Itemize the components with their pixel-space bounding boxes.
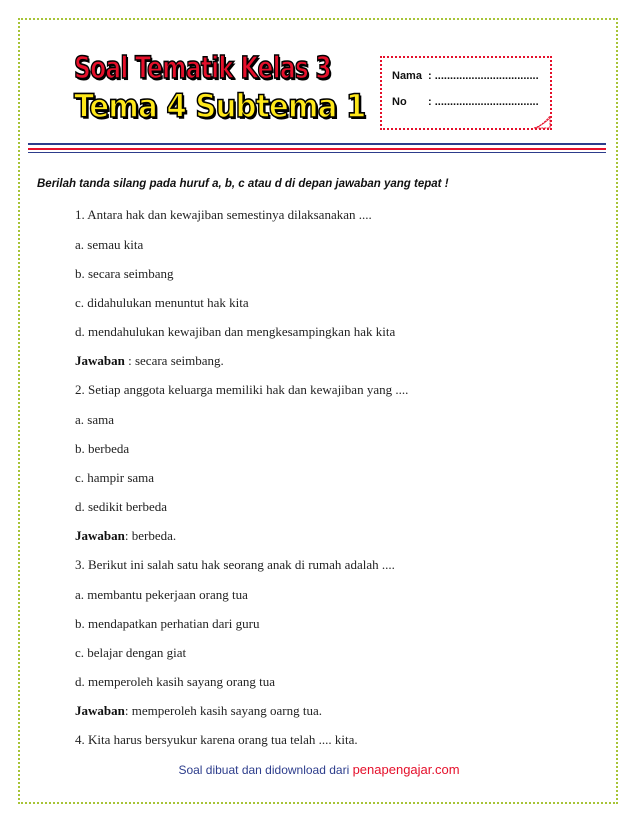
footer-site-link[interactable]: penapengajar.com <box>352 762 460 777</box>
title-line-1: Soal Tematik Kelas 3 <box>74 51 331 86</box>
no-label: No <box>392 96 407 108</box>
option-3b: b. mendapatkan perhatian dari guru <box>75 616 260 631</box>
name-label: Nama <box>392 70 422 82</box>
footer-text: Soal dibuat dan didownload dari <box>178 763 353 777</box>
answer-label: Jawaban <box>75 528 125 543</box>
option-1c: c. didahulukan menuntut hak kita <box>75 295 249 310</box>
title-line-2: Tema 4 Subtema 1 <box>74 87 366 125</box>
question-1: 1. Antara hak dan kewajiban semestinya dilaksanakan .... <box>75 207 372 222</box>
option-2a: a. sama <box>75 412 114 427</box>
answer-1 <box>75 353 224 369</box>
no-value[interactable]: : .................................. <box>428 96 539 108</box>
answer-label: Jawaban <box>75 703 125 718</box>
answer-text: : berbeda. <box>124 528 177 543</box>
footer <box>0 762 638 777</box>
answer-label: Jawaban <box>75 353 125 368</box>
option-3a: a. membantu pekerjaan orang tua <box>75 587 248 602</box>
option-1a: a. semau kita <box>75 237 144 252</box>
answer-3 <box>75 703 322 719</box>
header-rule-blue <box>28 143 606 145</box>
question-2: 2. Setiap anggota keluarga memiliki hak dan kewajiban yang .... <box>75 382 409 397</box>
name-box <box>380 56 552 130</box>
answer-text: : secara seimbang. <box>124 353 224 368</box>
question-4: 4. Kita harus bersyukur karena orang tua telah .... kita. <box>75 732 358 747</box>
name-row <box>392 70 539 82</box>
no-row <box>392 96 539 108</box>
question-3: 3. Berikut ini salah satu hak seorang anak di rumah adalah .... <box>75 557 395 572</box>
instruction: Berilah tanda silang pada huruf a, b, c atau d di depan jawaban yang tepat ! <box>37 178 449 190</box>
header-rule-red <box>28 148 606 150</box>
header-rule-blue-thin <box>28 152 606 153</box>
name-value[interactable]: : .................................. <box>428 70 539 82</box>
option-3d: d. memperoleh kasih sayang orang tua <box>75 674 275 689</box>
option-2d: d. sedikit berbeda <box>75 499 168 514</box>
option-3c: c. belajar dengan giat <box>75 645 187 660</box>
option-1d: d. mendahulukan kewajiban dan mengkesampingkan hak kita <box>75 324 396 339</box>
page-curl-icon <box>532 114 552 130</box>
option-2c: c. hampir sama <box>75 470 155 485</box>
option-1b: b. secara seimbang <box>75 266 174 281</box>
answer-text: : memperoleh kasih sayang oarng tua. <box>124 703 322 718</box>
answer-2 <box>75 528 176 544</box>
option-2b: b. berbeda <box>75 441 130 456</box>
